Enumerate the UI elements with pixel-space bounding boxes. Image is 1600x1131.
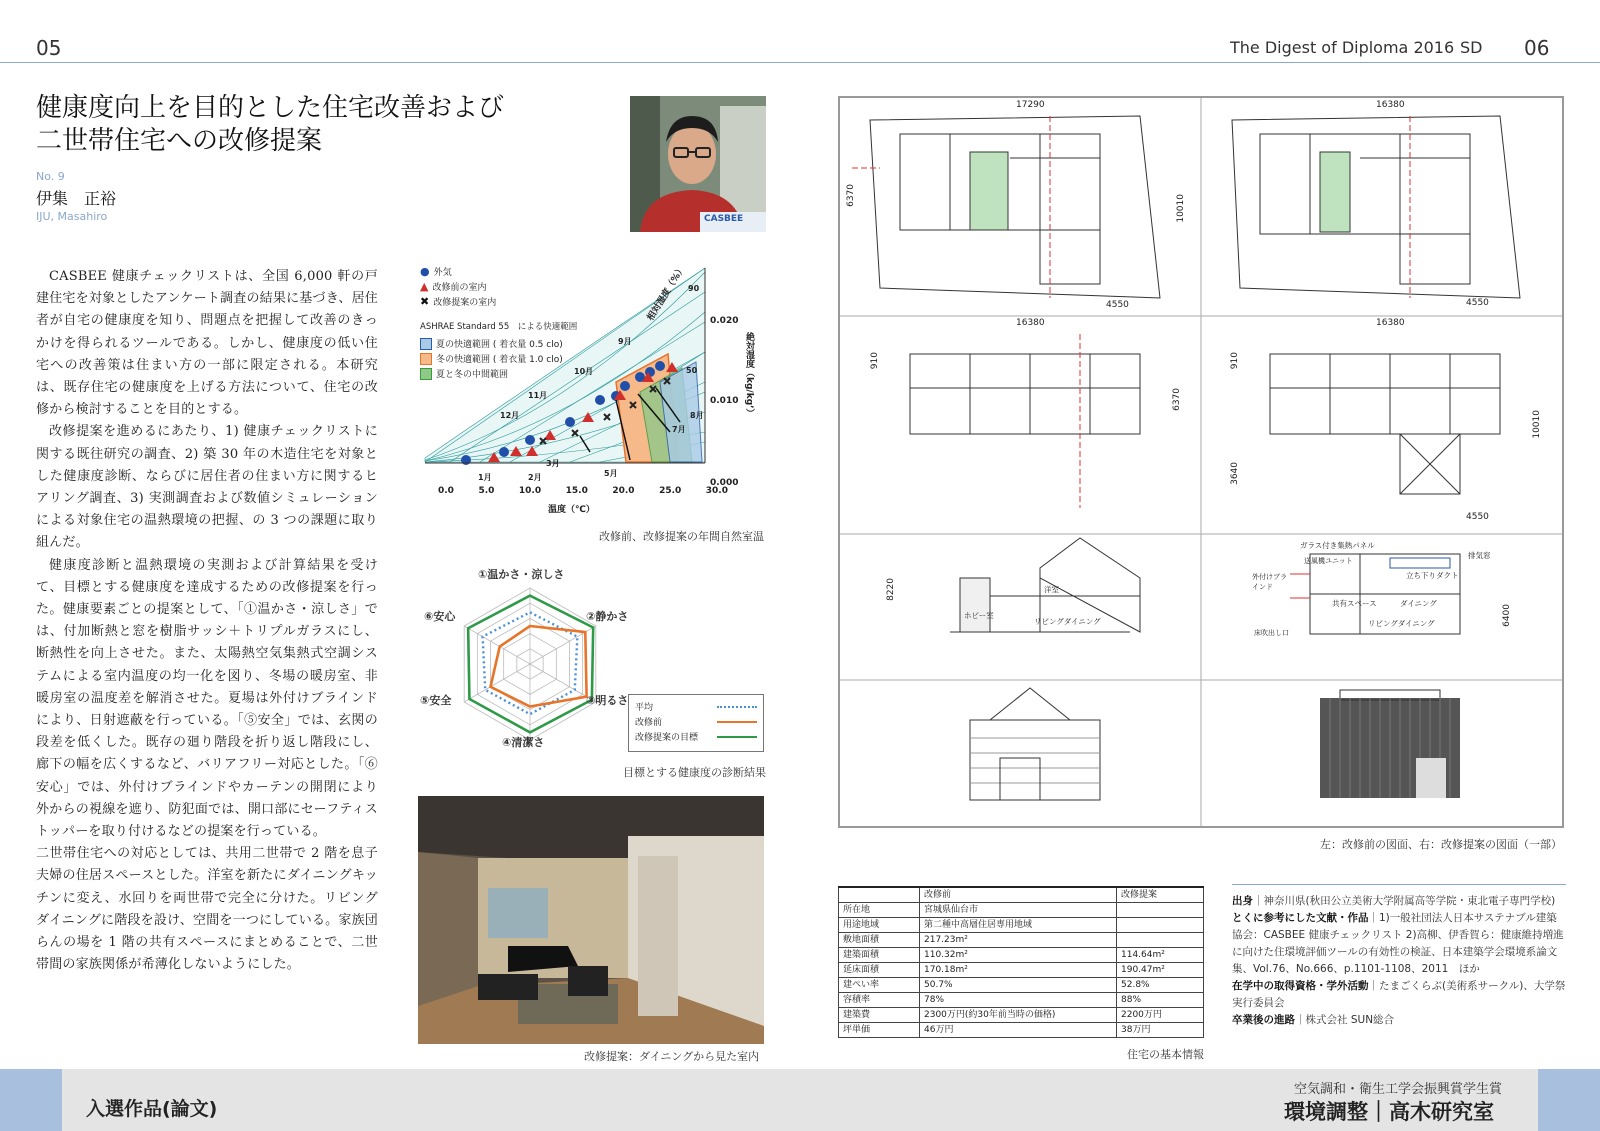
intermediate-swatch-icon <box>420 368 432 380</box>
radar-axis-4: ④清潔さ <box>502 736 545 749</box>
dim-15: 910 <box>1230 352 1240 370</box>
drawings-panel <box>838 96 1564 828</box>
table-row: 建築費 2300万円(約30年前当時の価格) 2200万円 <box>839 1008 1204 1023</box>
legend-summer: 夏の快適範囲 ( 着衣量 0.5 clo) <box>420 336 563 351</box>
house-info-table <box>838 886 1204 1062</box>
footer-category: 入選作品(論文) <box>86 1098 218 1120</box>
author-photo-illustration <box>630 96 766 232</box>
radar-axis-6: ⑥安心 <box>424 610 456 623</box>
ashrae-standard: ASHRAE Standard 55 による快適範囲 <box>420 322 578 332</box>
sec-after-fan: 送風機ユニット <box>1304 557 1353 565</box>
dim-4: 16380 <box>1376 318 1405 328</box>
article-title <box>36 92 504 158</box>
radar-axis-5: ⑤安全 <box>420 694 452 707</box>
dim-5: 4550 <box>1106 300 1129 310</box>
body-paragraph-4: 二世帯住宅への対応としては、共用二世帯で 2 階を息子夫婦の住居スペースとした。洋室を新たにダイニングキッチンに変え、水回りを両世帯で完全に分けた。リビングダイニングに階段を設け、空間を一つにしている。家族団らんの場を 1 階の共有スペースにまとめることで、二世帯間の家族関係が希薄化しないようにした。 <box>36 846 378 973</box>
dim-16: 3640 <box>1230 462 1240 485</box>
radar-legend <box>628 694 764 752</box>
table-row: 延床面積 170.18m² 190.47m² <box>839 963 1204 978</box>
rh-50: 50 <box>686 366 698 375</box>
psychrometric-figure <box>420 262 770 544</box>
table-row: 敷地面積 217.23m² <box>839 933 1204 948</box>
month-jul: 7月 <box>672 425 686 434</box>
radar-figure <box>420 560 770 786</box>
profile-career: 卒業後の進路｜株式会社 SUN総合 <box>1232 1014 1395 1026</box>
author-profile <box>1232 884 1566 1029</box>
article-body <box>36 266 378 977</box>
left-page-number: 05 <box>36 36 62 60</box>
month-oct: 10月 <box>574 367 594 376</box>
dotted-line-icon <box>717 706 757 708</box>
sec-after-exhaust: 排気窓 <box>1468 551 1491 560</box>
psychro-y-tick-1: 0.020 <box>710 316 739 326</box>
footer-tab-left <box>0 1069 62 1131</box>
sec-after-blind: 外付けブラインド <box>1252 573 1287 591</box>
footer-award: 空気調和・衛生工学会振興賞学生賞 <box>1294 1082 1503 1097</box>
body-paragraph-2: 改修提案を進めるにあたり、1) 健康チェックリストに関する既往研究の調査、2) 築 30 年の木造住宅を対象とした健康度診断、ならびに居住者の住まい方に関するヒアリング調査、3) 実測調査および数値シミュレーションによる対象住宅の温熱環境の把握、の 3 つの課題に取り組んだ。 <box>36 424 378 551</box>
radar-axis-3: ③明るさ <box>586 694 629 707</box>
profile-origin: 出身｜神奈川県(秋田公立美術大学附属高等学院・東北電子専門学校) <box>1232 895 1556 907</box>
radar-axis-2: ②静かさ <box>586 610 629 623</box>
comfort-range-legend <box>420 336 563 381</box>
title-line-2: 二世帯住宅への改修提案 <box>36 126 323 156</box>
table-header-row: 改修前 改修提案 <box>839 887 1204 903</box>
dim-11: 10010 <box>1532 410 1542 439</box>
month-sep: 9月 <box>618 337 632 346</box>
summer-swatch-icon <box>420 338 432 350</box>
table-row: 所在地 宮城県仙台市 <box>839 903 1204 918</box>
psychro-y-tick-3: 0.000 <box>710 478 739 488</box>
plan-after-2f <box>1270 354 1500 494</box>
sec-after-dining: ダイニング <box>1400 599 1437 608</box>
footer-tab-right <box>1538 1069 1600 1131</box>
psychro-caption: 改修前、改修提案の年間自然室温 <box>599 530 764 543</box>
legend-average: 平均 <box>635 699 757 714</box>
table-caption: 住宅の基本情報 <box>1127 1048 1204 1061</box>
legend-winter: 冬の快適範囲 ( 着衣量 1.0 clo) <box>420 351 563 366</box>
radar-spoke <box>464 664 530 702</box>
psychro-legend <box>420 264 496 309</box>
dim-12: 8220 <box>886 578 896 601</box>
table-row: 建築面積 110.32m² 114.64m² <box>839 948 1204 963</box>
plan-before-2f <box>910 334 1140 508</box>
month-may: 5月 <box>604 469 618 478</box>
sec-before-hobby: ホビー室 <box>964 611 994 620</box>
drawings-illustration <box>840 98 1562 826</box>
entry-number: No. 9 <box>36 170 65 183</box>
dim-8: 6370 <box>846 184 856 207</box>
psychro-y-label: 絶対湿度（kg/kg’） <box>744 332 754 418</box>
legend-proposal: ✖ 改修提案の室内 <box>420 295 497 308</box>
right-page-number: 06 <box>1524 36 1550 60</box>
elevation-before <box>970 688 1100 800</box>
circle-marker-icon: ● <box>420 265 430 278</box>
radar-caption: 目標とする健康度の診断結果 <box>623 766 766 779</box>
dim-13: 6400 <box>1502 604 1512 627</box>
title-line-1: 健康度向上を目的とした住宅改善および <box>36 93 505 123</box>
sec-before-living: リビングダイニング <box>1034 617 1101 626</box>
month-nov: 11月 <box>528 391 548 400</box>
sec-after-living: リビングダイニング <box>1368 619 1435 628</box>
body-paragraph-3: 健康度診断と温熱環境の実測および計算結果を受けて、目標とする健康度を達成するための改修提案を行った。健康要素ごとの提案として、「①温かさ・涼しさ」では、付加断熱と窓を樹脂サッシ＋トリプルガラスにし、断熱性を向上させた。また、太陽熱空気集熱式空調システムによる室内温度の均一化を図り、冬場の暖房室、非暖房室の温度差を解消させた。夏場は外付けブラインドにより、日射遮蔽を行っている。「⑤安全」では、玄関の段差を低くした。既存の廻り階段を折り返し階段にし、廊下の幅を広くするなど、バリアフリー対応とした。「⑥安心」では、外付けブラインドやカーテンの開閉により外からの視線を遮り、防犯面では、開口部にセーフティストッパーを取り付けるなどの提案を行っている。 <box>36 557 378 840</box>
dim-3: 16380 <box>1016 318 1045 328</box>
dim-14: 910 <box>870 352 880 370</box>
dim-9: 10010 <box>1176 194 1186 223</box>
radar-axis-1: ①温かさ・涼しさ <box>478 568 565 581</box>
sec-before-western: 洋室 <box>1044 585 1059 594</box>
psychro-y-tick-2: 0.010 <box>710 396 739 406</box>
sec-after-panel: ガラス付き集熱パネル <box>1300 541 1375 550</box>
dim-7: 4550 <box>1466 512 1489 522</box>
body-paragraph-1: CASBEE 健康チェックリストは、全国 6,000 軒の戸建住宅を対象としたアンケート調査の結果に基づき、居住者が自宅の健康度を知り、問題点を把握して改善のきっかけを得られるツールである。しかし、健康度の低い住宅への改善策は住まい方の一部に限定される。本研究は、既存住宅の健康度を上げる方法について、住宅の改修から検討することを目的とする。 <box>36 269 378 418</box>
table-row: 用途地域 第二種中高層住居専用地域 <box>839 918 1204 933</box>
sec-after-floor-outlet: 床吹出し口 <box>1254 629 1289 637</box>
legend-target: 改修提案の目標 <box>635 729 757 744</box>
month-mar: 3月 <box>546 459 560 468</box>
interior-caption: 改修提案：ダイニングから見た室内 <box>584 1050 760 1063</box>
rh-label: 相対湿度（%） <box>645 263 688 323</box>
winter-swatch-icon <box>420 353 432 365</box>
table-row: 坪単価 46万円 38万円 <box>839 1023 1204 1038</box>
dim-6: 4550 <box>1466 298 1489 308</box>
journal-title: The Digest of Diploma 2016 <box>1230 38 1455 57</box>
month-jan: 1月 <box>478 473 492 482</box>
green-line-icon <box>717 736 757 738</box>
month-feb: 2月 <box>528 473 542 482</box>
psychro-x-label: 温度（℃） <box>548 505 595 515</box>
elevation-after <box>1320 690 1460 798</box>
table-row: 建ぺい率 50.7% 52.8% <box>839 978 1204 993</box>
interior-render <box>418 796 764 1044</box>
legend-before-renovation: 改修前 <box>635 714 757 729</box>
cross-marker-icon: ✖ <box>420 295 430 308</box>
footer-lab: 環境調整｜高木研究室 <box>1284 1100 1494 1124</box>
author-romaji: IJU, Masahiro <box>36 210 108 223</box>
photo-badge: CASBEE <box>704 214 744 224</box>
author-photo <box>630 96 766 232</box>
sec-after-shared: 共有スペース <box>1332 599 1377 608</box>
sec-after-duct: 立ち下りダクト <box>1406 571 1459 580</box>
profile-activities: 在学中の取得資格・学外活動｜たまごくらぶ(美術系サークル)、大学祭実行委員会 <box>1232 980 1566 1009</box>
legend-intermediate: 夏と冬の中間範囲 <box>420 366 563 381</box>
table-row: 容積率 78% 88% <box>839 993 1204 1008</box>
dim-10: 6370 <box>1172 388 1182 411</box>
month-dec: 12月 <box>500 411 520 420</box>
psychro-x-ticks: 0.0 5.0 10.0 15.0 20.0 25.0 30.0 <box>438 486 728 496</box>
dim-1: 17290 <box>1016 100 1045 110</box>
plan-after-1f <box>1232 116 1520 298</box>
interior-render-illustration <box>418 796 764 1044</box>
orange-line-icon <box>717 721 757 723</box>
month-aug: 8月 <box>690 411 704 420</box>
rh-90: 90 <box>688 284 700 293</box>
dim-2: 16380 <box>1376 100 1405 110</box>
journal-tag: SD <box>1460 38 1483 57</box>
author-name: 伊集 正裕 <box>36 189 117 208</box>
legend-outdoor: ● 外気 <box>420 265 452 278</box>
legend-before: ▲ 改修前の室内 <box>420 280 487 293</box>
triangle-marker-icon: ▲ <box>420 280 429 293</box>
profile-references: とくに参考にした文献・作品｜1)一般社団法人日本サステナブル建築協会：CASBEE 健康チェックリスト 2)高柳、伊香賀ら：健康維持増進に向けた住環境評価ツールの有効性の検証、日本建築学会環境系論文集、Vol.76、No.666、p.1101-1108、2011 ほか <box>1232 912 1564 975</box>
plan-before-1f <box>852 116 1160 298</box>
drawings-caption: 左：改修前の図面、右：改修提案の図面（一部） <box>1320 838 1562 851</box>
header-rule <box>0 62 1600 63</box>
